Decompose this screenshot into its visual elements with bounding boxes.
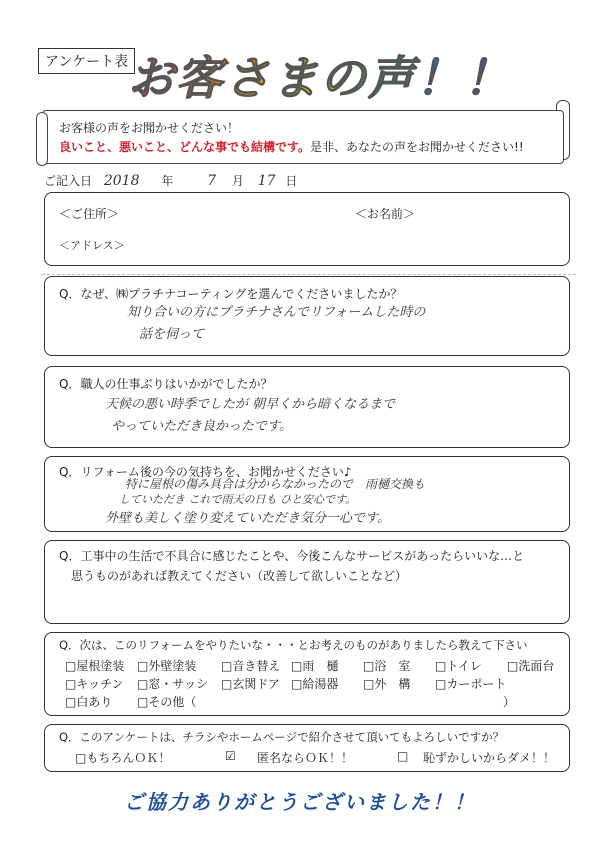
option-yes[interactable]: □もちろんＯＫ！ [75, 751, 171, 765]
q1-answer-line1: 知り合いの方にプラチナさんでリフォームした時の [127, 305, 426, 320]
option-wall-paint[interactable]: □外壁塗装 [137, 659, 197, 673]
q1-answer-line2: 話を伺って [139, 327, 205, 342]
option-gutter[interactable]: □雨 樋 [291, 659, 339, 673]
scroll-curl-left [36, 112, 48, 166]
address-box [44, 192, 570, 266]
divider [42, 274, 576, 275]
intro-banner [42, 110, 564, 164]
survey-label: アンケート表 [38, 48, 135, 74]
q6-question: Q．このアンケートは、チラシやホームページで紹介させて頂いてもよろしいですか？ [59, 730, 505, 744]
q2-answer-line2: やっていただき良かったです。 [111, 419, 292, 434]
q3-answer-line1: 特に屋根の傷み具合は分からなかったので 雨樋交換も [125, 477, 426, 491]
q6-box [44, 724, 570, 772]
q2-box [44, 366, 570, 448]
other-close-paren: ） [503, 695, 516, 709]
q2-answer-line1: 天候の悪い時季でしたが 朝早くから暗くなるまで [105, 397, 396, 412]
q3-box [44, 456, 570, 532]
q3-question: Q．リフォーム後の今の気持ちを、お聞かせください♪ [59, 465, 352, 479]
page-title: お客さまの声！！ [128, 42, 512, 108]
option-door[interactable]: □玄関ドア [221, 677, 280, 691]
date-year-unit: 年 [161, 174, 174, 188]
q4-question-line1: Q．工事中の生活で不具合に感じたことや、今後こんなサービスがあったらいいな…と [59, 549, 525, 563]
q1-question: Q．なぜ、㈱プラチナコーティングを選んでくださいましたか？ [59, 287, 403, 301]
q1-box [44, 276, 570, 356]
date-month-unit: 月 [231, 174, 244, 188]
q4-box [44, 540, 570, 624]
date-month: 7 [207, 173, 217, 189]
date-label: ご記入日 [44, 174, 93, 188]
option-no-checkbox[interactable]: □ [397, 749, 409, 763]
option-water-heater[interactable]: □給湯器 [291, 677, 339, 691]
option-kitchen[interactable]: □キッチン [65, 677, 124, 691]
option-carport[interactable]: □カーポート [435, 677, 507, 691]
option-exterior[interactable]: □外 構 [363, 677, 411, 691]
intro-line2 [59, 138, 524, 155]
option-termite[interactable]: □白あり [65, 695, 113, 709]
option-reroof[interactable]: □音き替え [221, 659, 281, 673]
option-anonymous-checkbox[interactable]: ☑ [225, 749, 236, 763]
thanks-message: ご協力ありがとうございました！！ [124, 790, 476, 814]
email-label: ＜アドレス＞ [59, 239, 125, 252]
option-anonymous-label: 匿名ならＯＫ！！ [257, 751, 354, 765]
option-no-label: 恥ずかしいからダメ！！ [423, 751, 556, 765]
q5-box [44, 632, 570, 716]
address-label: ＜ご住所＞ [59, 207, 120, 221]
q3-answer-line2: していただき これで雨天の日も ひと安心です。 [119, 493, 357, 506]
q2-question: Q．職人の仕事ぶりはいかがでしたか？ [59, 377, 273, 391]
option-window[interactable]: □窓・サッシ [137, 677, 209, 691]
name-label: ＜お名前＞ [355, 207, 416, 221]
date-row [44, 172, 297, 189]
date-day-unit: 日 [285, 174, 298, 188]
intro-rest: 是非、あなたの声をお聞かせください!! [310, 140, 524, 154]
option-washbasin[interactable]: □洗面台 [507, 659, 555, 673]
option-other[interactable]: □その他（ [137, 695, 197, 709]
option-toilet[interactable]: □トイレ [435, 659, 482, 673]
date-year: 2018 [103, 173, 140, 189]
q5-question: Q．次は、このリフォームをやりたいな・・・とお考えのものがありましたら教えて下さい [59, 638, 528, 652]
intro-line1: お客様の声をお聞かせください！ [59, 121, 240, 135]
q3-answer-line3: 外壁も美しく塗り変えていただき気分一心です。 [105, 511, 390, 526]
q4-question-line2: 思うものがあれば教えてください（改善して欲しいことなど） [71, 569, 408, 583]
option-roof-paint[interactable]: □屋根塗装 [65, 659, 125, 673]
option-bathroom[interactable]: □浴 室 [363, 659, 411, 673]
date-day: 17 [257, 173, 276, 189]
intro-emphasis: 良いこと、悪いこと、どんな事でも結構です。 [59, 140, 311, 154]
